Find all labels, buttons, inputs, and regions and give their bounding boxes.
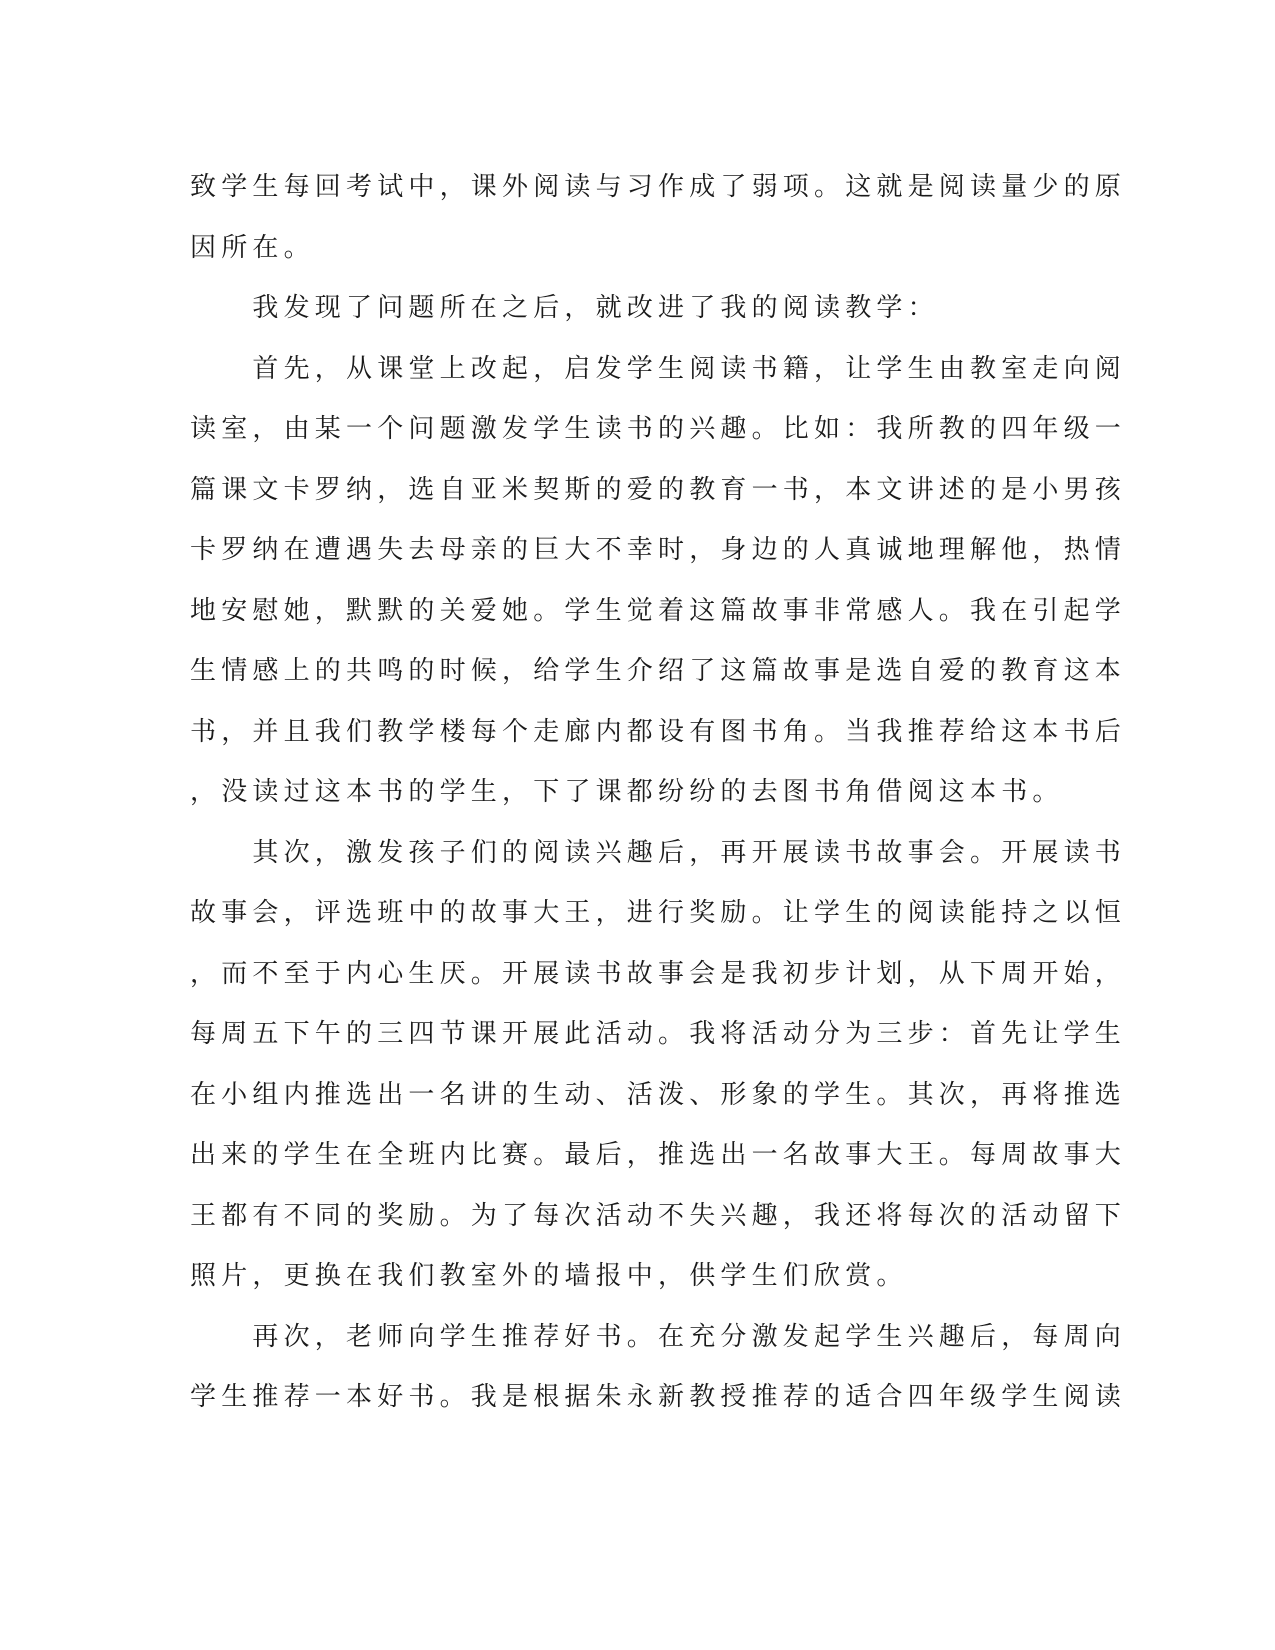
document-body [190, 157, 1127, 1428]
text-line: 因所在。 [190, 232, 315, 263]
text-line: 篇课文卡罗纳，选自亚米契斯的爱的教育一书，本文讲述的是小男孩 [190, 474, 1127, 505]
text-line: 再次，老师向学生推荐好书。在充分激发起学生兴趣后，每周向 [190, 1321, 1127, 1352]
paragraph-5 [190, 1307, 1127, 1428]
text-line: 生情感上的共鸣的时候，给学生介绍了这篇故事是选自爱的教育这本 [190, 656, 1127, 686]
paragraph-1 [190, 157, 1127, 278]
paragraph-3 [190, 339, 1127, 823]
paragraph-4 [190, 823, 1127, 1307]
text-line: ，而不至于内心生厌。开展读书故事会是我初步计划，从下周开始， [190, 958, 1127, 989]
text-line: 学生推荐一本好书。我是根据朱永新教授推荐的适合四年级学生阅读 [190, 1382, 1127, 1412]
text-line: ，没读过这本书的学生，下了课都纷纷的去图书角借阅这本书。 [190, 777, 1064, 807]
text-line: 致学生每回考试中，课外阅读与习作成了弱项。这就是阅读量少的原 [190, 172, 1127, 202]
text-line: 读室，由某一个问题激发学生读书的兴趣。比如：我所教的四年级一 [190, 414, 1127, 444]
text-line: 王都有不同的奖励。为了每次活动不失兴趣，我还将每次的活动留下 [190, 1200, 1127, 1231]
text-line: 地安慰她，默默的关爱她。学生觉着这篇故事非常感人。我在引起学 [190, 595, 1127, 626]
text-line: 其次，激发孩子们的阅读兴趣后，再开展读书故事会。开展读书 [190, 837, 1127, 868]
text-line: 在小组内推选出一名讲的生动、活泼、形象的学生。其次，再将推选 [190, 1079, 1127, 1110]
text-line: 首先，从课堂上改起，启发学生阅读书籍，让学生由教室走向阅 [190, 353, 1127, 384]
paragraph-2 [190, 278, 1090, 339]
text-line: 卡罗纳在遭遇失去母亲的巨大不幸时，身边的人真诚地理解他，热情 [190, 535, 1127, 565]
text-line: 我发现了问题所在之后，就改进了我的阅读教学： [190, 293, 939, 323]
text-line: 故事会，评选班中的故事大王，进行奖励。让学生的阅读能持之以恒 [190, 898, 1127, 928]
text-line: 每周五下午的三四节课开展此活动。我将活动分为三步：首先让学生 [190, 1019, 1127, 1049]
text-line: 照片，更换在我们教室外的墙报中，供学生们欣赏。 [190, 1261, 908, 1291]
text-line: 出来的学生在全班内比赛。最后，推选出一名故事大王。每周故事大 [190, 1140, 1127, 1170]
text-line: 书，并且我们教学楼每个走廊内都设有图书角。当我推荐给这本书后 [190, 716, 1127, 747]
